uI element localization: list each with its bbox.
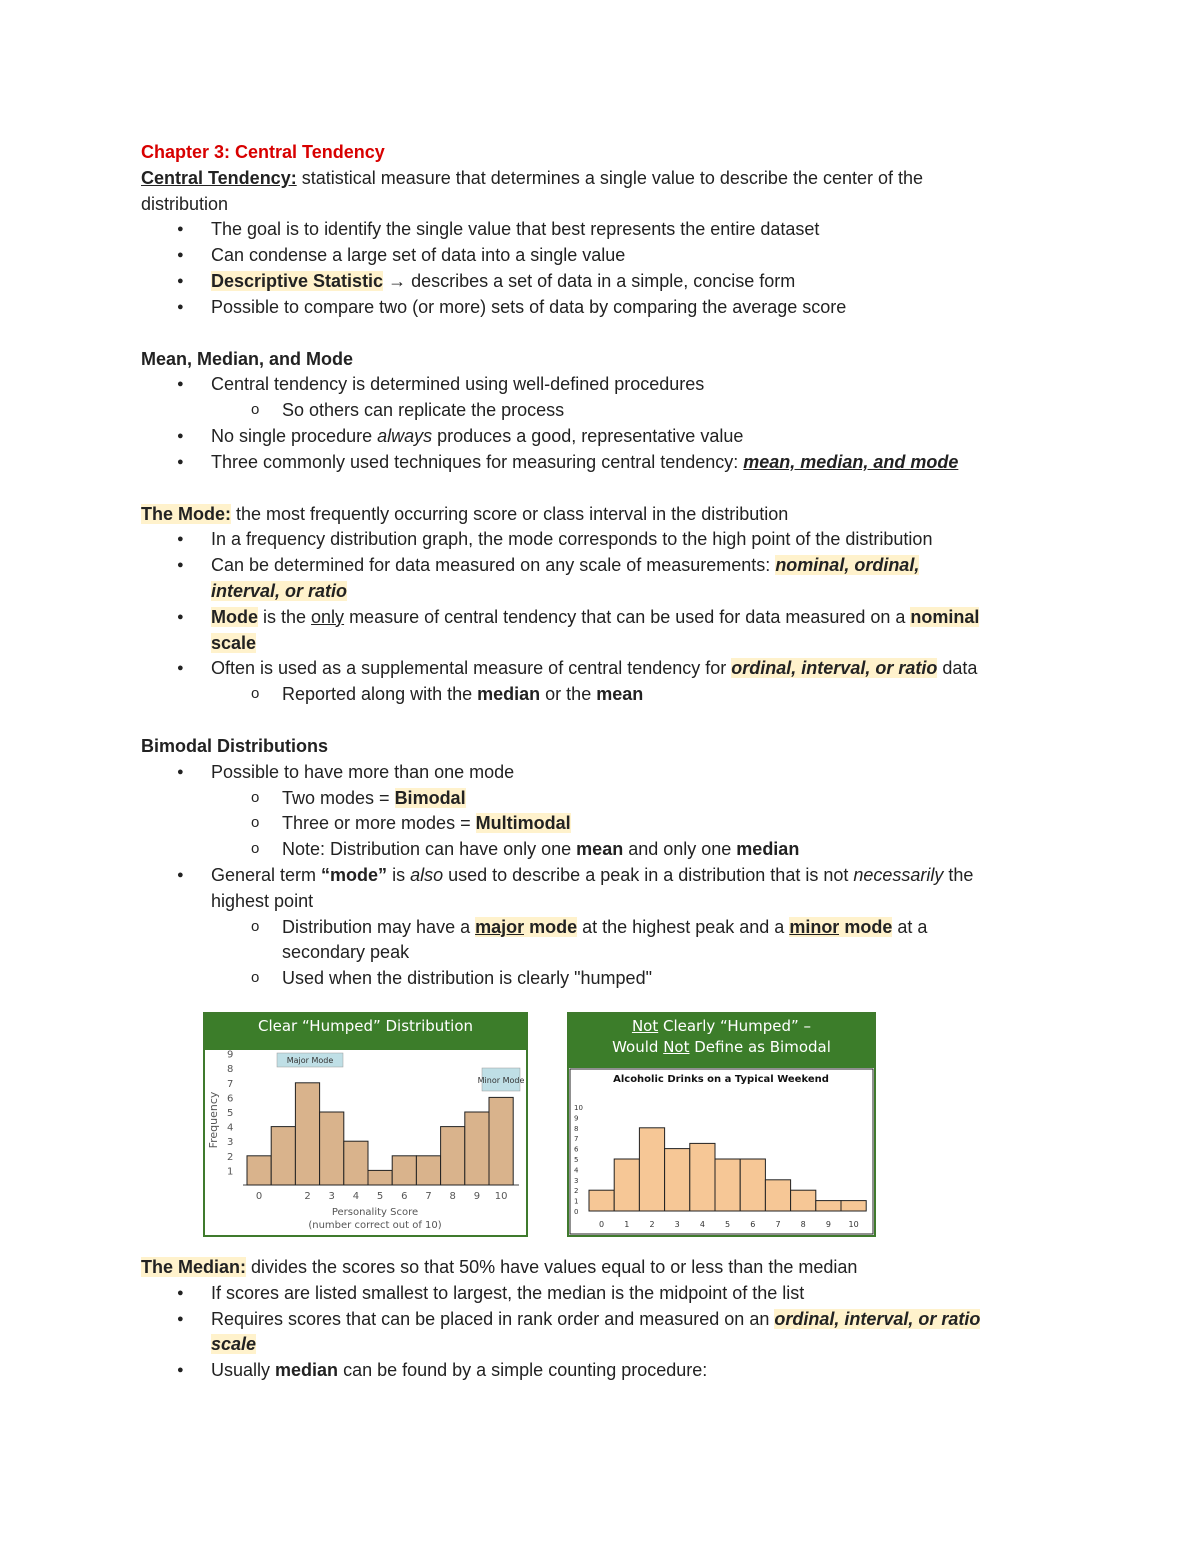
y-tick-label: 4 — [227, 1122, 234, 1134]
alcohol-chart — [569, 1068, 874, 1235]
y-tick-label: 6 — [574, 1145, 579, 1154]
bar-7 — [765, 1180, 790, 1211]
bar-3 — [665, 1149, 690, 1211]
humped-chart — [205, 1050, 526, 1235]
mmm-list — [141, 372, 1061, 475]
bar-9 — [816, 1201, 841, 1211]
figures-row — [203, 1012, 875, 1237]
bar-0 — [589, 1190, 614, 1211]
x-tick-label: 0 — [255, 1191, 263, 1202]
bar-1 — [271, 1127, 295, 1185]
median-definition: The Median: divides the scores so that 50% have values equal to or less than the median — [141, 1257, 858, 1277]
bar-8 — [441, 1127, 465, 1185]
bar-10 — [489, 1097, 513, 1185]
list-item: ● Usually median can be found by a simple counting procedure: — [141, 1358, 1061, 1384]
y-tick-label: 7 — [574, 1135, 579, 1144]
central-tendency-term: Central Tendency: — [141, 167, 297, 188]
y-tick-label: 0 — [574, 1208, 579, 1216]
list-item: ● Mode is the only measure of central tendency that can be used for data measured on a nominal scale — [141, 605, 1061, 657]
intro-list — [141, 217, 1061, 320]
bar-4 — [690, 1143, 715, 1211]
mode-term: The Mode: — [141, 503, 231, 524]
minor-mode-annotation: Minor Mode — [477, 1076, 525, 1085]
x-tick-label: 6 — [750, 1220, 756, 1229]
bar-6 — [392, 1156, 416, 1185]
x-tick-label: 7 — [425, 1191, 432, 1202]
x-tick-label: 3 — [674, 1220, 680, 1229]
y-tick-label: 9 — [227, 1050, 234, 1061]
list-item: ● Central tendency is determined using well-defined procedures — [141, 372, 1061, 398]
median-section — [141, 1255, 1061, 1384]
list-item: ● No single procedure always produces a good, representative value — [141, 424, 1061, 450]
bar-10 — [841, 1201, 866, 1211]
descriptive-statistic-term: Descriptive Statistic — [211, 270, 384, 291]
x-tick-label: 5 — [376, 1191, 384, 1202]
bar-9 — [465, 1112, 489, 1185]
central-tendency-definition: Central Tendency: statistical measure that determines a single value to describe the center of the — [141, 167, 924, 188]
list-item: ● Can be determined for data measured on any scale of measurements: nominal, ordinal, interval, or ratio — [141, 553, 1061, 605]
list-item: ● The goal is to identify the single value that best represents the entire dataset — [141, 217, 1061, 243]
not-humped-figure — [567, 1012, 876, 1237]
y-tick-label: 2 — [574, 1187, 579, 1196]
bar-0 — [247, 1156, 271, 1185]
sub-list-item: o Note: Distribution can have only one mean and only one median — [141, 837, 1061, 863]
definition-continuation: distribution — [141, 193, 229, 214]
bar-5 — [368, 1170, 392, 1185]
y-tick-label: 1 — [574, 1197, 579, 1206]
section-title-mmm: Mean, Median, and Mode — [141, 348, 354, 369]
chart-title: Alcoholic Drinks on a Typical Weekend — [613, 1074, 829, 1085]
mode-definition: The Mode: the most frequently occurring score or class interval in the distribution — [141, 503, 789, 524]
bar-7 — [416, 1156, 440, 1185]
x-tick-label: 4 — [352, 1191, 360, 1202]
bar-5 — [715, 1159, 740, 1211]
y-tick-label: 2 — [227, 1151, 234, 1163]
x-tick-label: 2 — [304, 1191, 311, 1202]
list-item: ● General term “mode” is also used to describe a peak in a distribution that is not necessarily the highest point — [141, 863, 1061, 915]
y-tick-label: 1 — [227, 1166, 234, 1178]
y-tick-label: 4 — [574, 1166, 579, 1175]
median-list — [141, 1281, 1061, 1384]
bar-6 — [740, 1159, 765, 1211]
y-tick-label: 3 — [574, 1176, 579, 1185]
sub-list-item: o Three or more modes = Multimodal — [141, 811, 1061, 837]
section-title-bimodal: Bimodal Distributions — [141, 735, 329, 756]
sub-list-item: o Used when the distribution is clearly "humped" — [141, 966, 1061, 992]
y-axis-label: Frequency — [207, 1091, 220, 1149]
y-tick-label: 8 — [227, 1064, 234, 1076]
chapter-heading: Chapter 3: Central Tendency — [141, 142, 385, 162]
humped-figure — [203, 1012, 528, 1237]
not-humped-figure-header: Not Clearly “Humped” – Would Not Define as Bimodal — [569, 1014, 874, 1068]
bar-1 — [614, 1159, 639, 1211]
list-item: ● Possible to have more than one mode — [141, 760, 1061, 786]
x-tick-label: 5 — [725, 1220, 731, 1229]
bar-4 — [344, 1141, 368, 1185]
y-tick-label: 10 — [574, 1104, 583, 1112]
x-tick-label: 2 — [649, 1220, 655, 1229]
x-tick-label: 0 — [599, 1220, 605, 1229]
x-tick-label: 6 — [401, 1191, 408, 1202]
list-item: ● If scores are listed smallest to largest, the median is the midpoint of the list — [141, 1281, 1061, 1307]
humped-figure-header: Clear “Humped” Distribution — [205, 1014, 526, 1050]
median-term: The Median: — [141, 1257, 247, 1277]
list-item: ● Possible to compare two (or more) sets of data by comparing the average score — [141, 295, 1061, 321]
list-item: ● Often is used as a supplemental measure of central tendency for ordinal, interval, or ratio data — [141, 656, 1061, 682]
mode-list — [141, 527, 1061, 708]
x-axis-label: Personality Score — [331, 1207, 419, 1218]
x-tick-label: 7 — [775, 1220, 781, 1229]
y-tick-label: 8 — [574, 1124, 579, 1133]
document-page — [141, 140, 1061, 992]
sub-list-item: o Distribution may have a major mode at the highest peak and a minor mode at a secondary peak — [141, 915, 1061, 967]
list-item: ● Requires scores that can be placed in rank order and measured on an ordinal, interval, or ratio scale — [141, 1307, 1061, 1359]
list-item: ● Can condense a large set of data into a single value — [141, 243, 1061, 269]
y-tick-label: 6 — [227, 1093, 234, 1105]
mean-median-mode-emphasis: mean, median, and mode — [743, 451, 959, 472]
y-tick-label: 3 — [227, 1137, 234, 1149]
list-item: ● Three commonly used techniques for measuring central tendency: mean, median, and mode — [141, 450, 1061, 476]
list-item: ● Descriptive Statistic → describes a set of data in a simple, concise form — [141, 269, 1061, 295]
x-tick-label: 8 — [449, 1191, 456, 1202]
x-tick-label: 3 — [328, 1191, 335, 1202]
list-item: ● In a frequency distribution graph, the mode corresponds to the high point of the distribution — [141, 527, 1061, 553]
bar-8 — [791, 1190, 816, 1211]
major-mode-annotation: Major Mode — [286, 1056, 334, 1065]
bar-3 — [320, 1112, 344, 1185]
x-tick-label: 1 — [624, 1220, 630, 1229]
sub-list-item: o Two modes = Bimodal — [141, 786, 1061, 812]
y-tick-label: 7 — [227, 1078, 234, 1090]
x-tick-label: 10 — [848, 1220, 859, 1229]
x-tick-label: 4 — [699, 1220, 705, 1229]
x-tick-label: 9 — [473, 1191, 481, 1202]
y-tick-label: 5 — [574, 1156, 579, 1164]
bar-2 — [639, 1128, 664, 1211]
x-axis-label-2: (number correct out of 10) — [308, 1220, 442, 1231]
bar-2 — [295, 1083, 319, 1185]
y-tick-label: 9 — [574, 1114, 579, 1123]
y-tick-label: 5 — [227, 1108, 234, 1119]
x-tick-label: 10 — [494, 1191, 508, 1202]
sub-list-item: o Reported along with the median or the mean — [141, 682, 1061, 708]
sub-list-item: o So others can replicate the process — [141, 398, 1061, 424]
bimodal-list — [141, 760, 1061, 992]
x-tick-label: 9 — [825, 1220, 831, 1229]
x-tick-label: 8 — [800, 1220, 806, 1229]
